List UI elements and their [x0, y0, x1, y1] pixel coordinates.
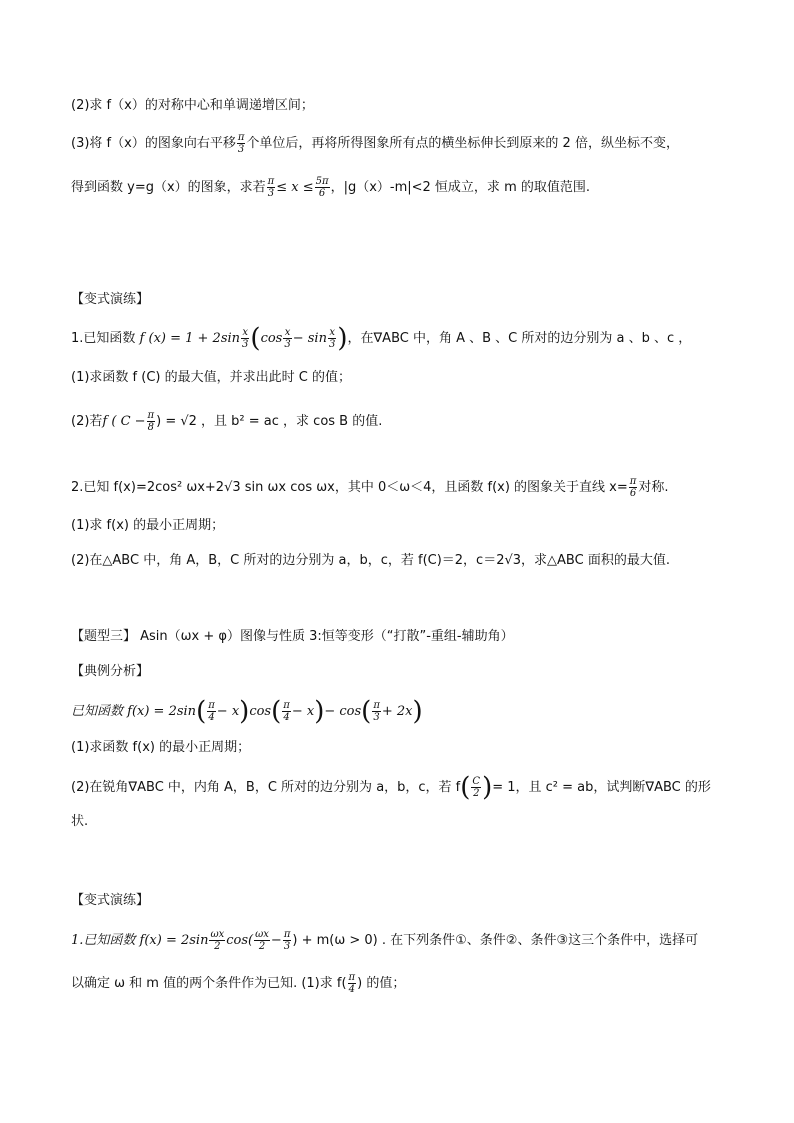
v1p1-formula: f (x) = 1 + 2sin: [139, 331, 241, 346]
ex-q2-a: (2)在锐角∇ABC 中，内角 A，B，C 所对的边分别为 a，b，c，若 f: [71, 780, 461, 795]
v1p1-b: ，在∇ABC 中，角 A 、B 、C 所对的边分别为 a 、b 、c ，: [347, 331, 692, 346]
ex-e: − cos: [324, 704, 362, 719]
v2p1-frac3: $\frac{\pi}{3}$: [283, 929, 291, 952]
v2p1-line2-b: ) 的值；: [357, 976, 406, 991]
v1p1-frac2: $\frac{x}{3}$: [284, 327, 291, 350]
v1p1-minus: − sin: [292, 331, 327, 346]
variant1-p2-q2: (2)在△ABC 中，角 A，B，C 所对的边分别为 a，b，c，若 f(C)＝2，c＝2√3，求△ABC 面积的最大值.: [71, 553, 670, 568]
v1p1-frac1: $\frac{x}{3}$: [242, 327, 249, 350]
example-function: [71, 696, 423, 727]
v1p1-frac3: $\frac{x}{3}$: [328, 327, 336, 350]
ex-b: − x: [216, 704, 240, 719]
question-3-line2: [71, 176, 590, 199]
v1q2-b: ) = √2 ，且 b² = ac ，求 cos B 的值.: [156, 414, 383, 429]
q3-range-hi: $\frac{5\pi}{6}$: [315, 176, 329, 199]
paren-open: (: [196, 696, 207, 727]
example-q1: (1)求函数 f(x) 的最小正周期；: [71, 740, 251, 755]
variant1-problem1: [71, 323, 692, 354]
example-heading: 【典例分析】: [71, 664, 150, 679]
v1p1-a: 1.已知函数: [71, 331, 136, 346]
paren-open: (: [271, 696, 282, 727]
v1p2-b: 对称.: [638, 480, 669, 495]
example-q2-cont: 状.: [71, 814, 89, 829]
variant-heading-1: 【变式演练】: [71, 292, 150, 307]
q3-text-a: (3)将 f（x）的图象向右平移: [71, 136, 236, 151]
ex-f: + 2x: [381, 704, 413, 719]
v2p1-frac1: $\frac{\omega x}{2}$: [210, 929, 225, 952]
variant-heading-2: 【变式演练】: [71, 893, 150, 908]
q3-text-b: 个单位后，再将所得图象所有点的横坐标伸长到原来的 2 倍，纵坐标不变，: [246, 136, 679, 151]
v1q2-formula: f ( C −: [102, 414, 146, 429]
q3-range-lo: $\frac{\pi}{3}$: [267, 176, 275, 199]
v1p1-mid: cos: [260, 331, 283, 346]
variant1-q2: [71, 410, 382, 433]
q3-frac: $\frac{\pi}{3}$: [237, 132, 245, 155]
paren-close: ): [337, 323, 348, 354]
v2p1-c: −: [270, 933, 282, 948]
ex-d: − x: [291, 704, 315, 719]
ex-frac2: $\frac{\pi}{4}$: [283, 700, 290, 723]
variant2-problem1-line2: [71, 972, 405, 995]
example-q2: [71, 772, 711, 803]
v2p1-d: ) + m(ω > 0) . 在下列条件①、条件②、条件③这三个条件中，选择可: [292, 933, 699, 948]
paren-open: (: [361, 696, 372, 727]
v1p2-frac: $\frac{\pi}{6}$: [629, 476, 637, 499]
paren-close: ): [314, 696, 325, 727]
q3-line2-a: 得到函数 y=g（x）的图象，求若: [71, 180, 266, 195]
paren-close: ): [482, 772, 493, 803]
variant1-p2-q1: (1)求 f(x) 的最小正周期；: [71, 518, 225, 533]
v2p1-line2-a: 以确定 ω 和 m 值的两个条件作为已知. (1)求 f(: [71, 976, 347, 991]
question-2: (2)求 f（x）的对称中心和单调递增区间；: [71, 98, 314, 113]
paren-close: ): [239, 696, 250, 727]
type3-heading: 【题型三】 Asin（ωx + φ）图像与性质 3:恒等变形（“打散”-重组-辅助角）: [71, 629, 514, 644]
ex-frac3: $\frac{\pi}{3}$: [373, 700, 380, 723]
v1q2-a: (2)若: [71, 414, 103, 429]
q3-line2-b: ，|g（x）-m|<2 恒成立，求 m 的取值范围.: [330, 180, 590, 195]
v2p1-a: 1.已知函数 f(x) = 2sin: [71, 933, 209, 948]
variant2-problem1: [71, 929, 698, 952]
v2p1-frac2: $\frac{\omega x}{2}$: [255, 929, 269, 952]
ex-frac1: $\frac{\pi}{4}$: [208, 700, 215, 723]
question-3-line1: [71, 132, 679, 155]
variant1-problem2: [71, 476, 669, 499]
paren-open: (: [460, 772, 471, 803]
q3-range-mid: ≤ x ≤: [276, 180, 314, 195]
variant1-q1: (1)求函数 f (C) 的最大值，并求出此时 C 的值；: [71, 370, 351, 385]
ex-q2-frac: $\frac{C}{2}$: [472, 776, 481, 799]
ex-c: cos: [249, 704, 272, 719]
paren-open: (: [250, 323, 261, 354]
v1q2-frac: $\frac{\pi}{8}$: [147, 410, 155, 433]
v2p1-b: cos(: [226, 933, 254, 948]
ex-a: 已知函数 f(x) = 2sin: [71, 704, 197, 719]
v1p2-a: 2.已知 f(x)=2cos² ωx+2√3 sin ωx cos ωx，其中 0＜ω＜4，且函数 f(x) 的图象关于直线 x=: [71, 480, 628, 495]
paren-close: ): [412, 696, 423, 727]
ex-q2-b: = 1，且 c² = ab，试判断∇ABC 的形: [492, 780, 711, 795]
v2p1-line2-frac: $\frac{\pi}{4}$: [348, 972, 356, 995]
